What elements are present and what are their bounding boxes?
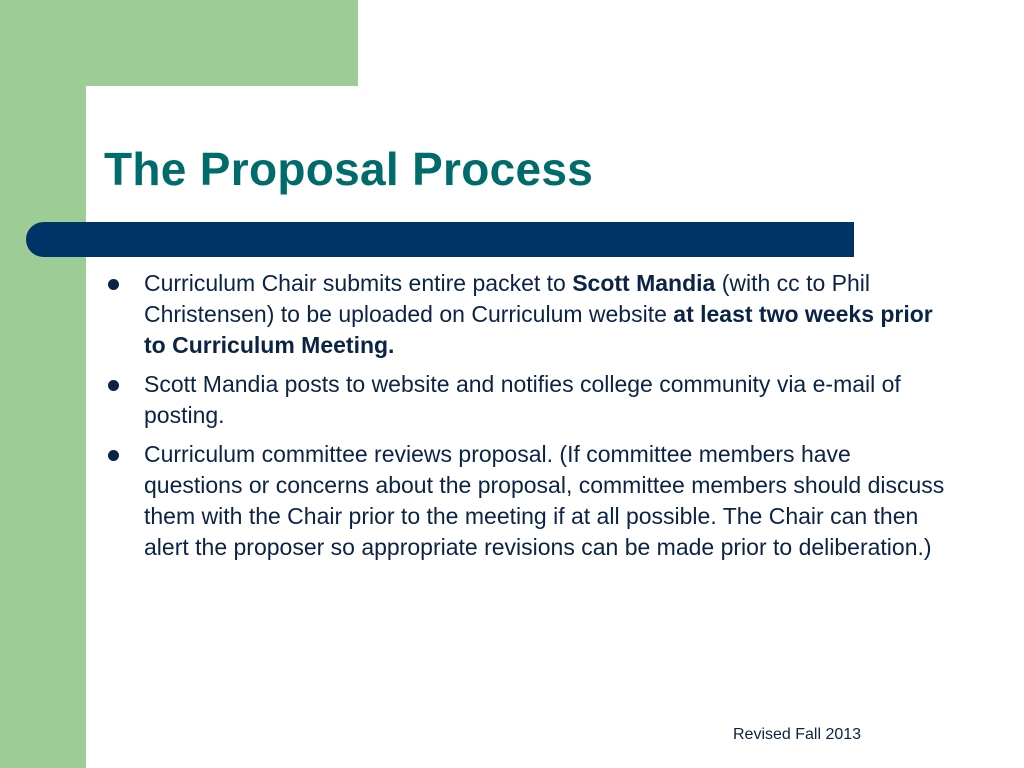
- slide-title: The Proposal Process: [104, 143, 594, 195]
- bullet-list: [104, 268, 964, 571]
- top-accent-band: [0, 0, 358, 86]
- bullet-text-part: Curriculum Chair submits entire packet to: [144, 270, 573, 296]
- bullet-dot-icon: [108, 279, 119, 290]
- bold-name-scott-mandia: Scott Mandia: [572, 270, 716, 296]
- footer-revision-note: Revised Fall 2013: [733, 726, 862, 743]
- bullet-text-part: (with cc to Phil Christensen) to be uploaded on Curriculum website: [144, 270, 870, 327]
- title-underline-bar: [26, 222, 854, 257]
- bold-deadline-text: at least two weeks prior to Curriculum Meeting.: [144, 301, 933, 358]
- bullet-item-committee-review: [104, 439, 964, 563]
- bullet-dot-icon: [108, 380, 119, 391]
- bullet-dot-icon: [108, 450, 119, 461]
- bullet-text: [144, 268, 949, 361]
- bullet-text: Curriculum committee reviews proposal. (If committee members have questions or concerns about the proposal, committee members should discuss them with the Chair prior to the meeting if at all possible. The Chair can then alert the proposer so appropriate revisions can be made prior to deliberation.): [144, 441, 945, 560]
- bullet-text: Scott Mandia posts to website and notifies college community via e-mail of posting.: [144, 371, 901, 428]
- bullet-item-submit-packet: [104, 268, 964, 361]
- bullet-item-post-website: [104, 369, 964, 431]
- left-accent-band: [0, 0, 86, 768]
